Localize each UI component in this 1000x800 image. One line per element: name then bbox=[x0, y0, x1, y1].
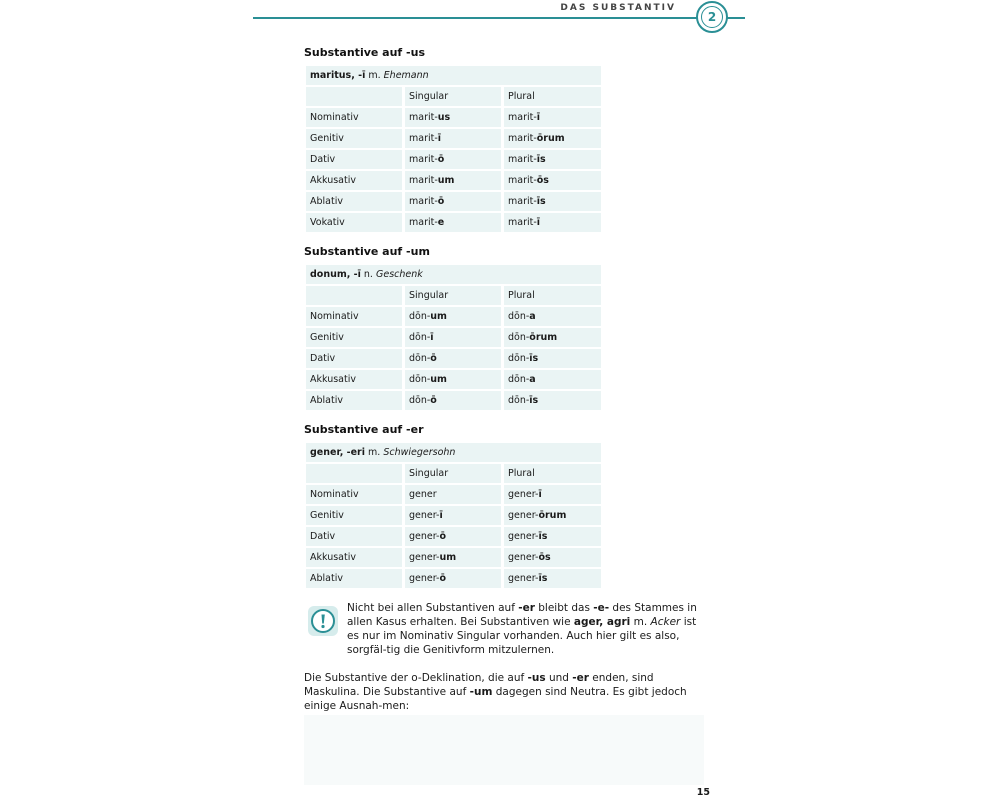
declension-table bbox=[306, 66, 601, 234]
ending: ī bbox=[536, 217, 541, 228]
text-segment: und bbox=[545, 672, 573, 684]
declension-table bbox=[306, 443, 601, 590]
stem: marit- bbox=[508, 133, 537, 144]
case-label: Ablativ bbox=[306, 192, 402, 211]
table-row bbox=[306, 328, 601, 349]
plural-form bbox=[504, 391, 601, 410]
singular-form bbox=[405, 150, 501, 169]
stem: gener- bbox=[508, 510, 539, 521]
table-row bbox=[306, 485, 601, 506]
case-label: Akkusativ bbox=[306, 171, 402, 190]
ending: us bbox=[437, 112, 451, 123]
stem: gener- bbox=[409, 552, 440, 563]
gender: m. bbox=[368, 447, 381, 458]
stem: marit- bbox=[508, 175, 537, 186]
case-label: Ablativ bbox=[306, 569, 402, 588]
case-label: Ablativ bbox=[306, 391, 402, 410]
ending: e bbox=[437, 217, 445, 228]
gender: n. bbox=[363, 269, 373, 280]
ending: īs bbox=[536, 154, 546, 165]
singular-form bbox=[405, 108, 501, 127]
table-column-headers bbox=[306, 464, 601, 485]
case-label: Vokativ bbox=[306, 213, 402, 232]
case-label: Nominativ bbox=[306, 108, 402, 127]
ending: ō bbox=[439, 573, 446, 584]
page-number: 15 bbox=[696, 787, 710, 798]
body-paragraph bbox=[304, 671, 704, 713]
table-row bbox=[306, 349, 601, 370]
table-row bbox=[306, 213, 601, 234]
text-segment: -er bbox=[518, 602, 535, 614]
ending: ōs bbox=[538, 552, 551, 563]
stem: gener- bbox=[508, 552, 539, 563]
ending: a bbox=[529, 374, 536, 385]
chapter-badge bbox=[696, 1, 728, 33]
ending: ō bbox=[430, 395, 437, 406]
ending: ōrum bbox=[529, 332, 558, 343]
plural-form bbox=[504, 370, 601, 389]
table-row bbox=[306, 569, 601, 590]
ending: ōs bbox=[536, 175, 549, 186]
lemma: gener, -eri bbox=[310, 447, 365, 458]
ending: īs bbox=[529, 395, 539, 406]
plural-form bbox=[504, 213, 601, 232]
column-header-plural: Plural bbox=[504, 87, 601, 106]
running-header: DAS SUBSTANTIV bbox=[560, 3, 676, 13]
plural-form bbox=[504, 328, 601, 347]
table-row bbox=[306, 171, 601, 192]
text-segment: Nicht bei allen Substantiven auf bbox=[347, 602, 519, 614]
singular-form bbox=[405, 569, 501, 588]
ending: ī bbox=[430, 332, 434, 343]
case-label: Nominativ bbox=[306, 307, 402, 326]
text-segment: -e- bbox=[593, 602, 610, 614]
ending: ī bbox=[536, 112, 541, 123]
plural-form bbox=[504, 349, 601, 368]
text-segment: -us bbox=[527, 672, 546, 684]
stem: marit- bbox=[409, 217, 438, 228]
column-header-plural: Plural bbox=[504, 286, 601, 305]
section-title-us: Substantive auf -us bbox=[304, 46, 425, 59]
singular-form bbox=[405, 307, 501, 326]
stem: gener- bbox=[409, 510, 440, 521]
case-label: Genitiv bbox=[306, 129, 402, 148]
column-header-singular: Singular bbox=[405, 87, 501, 106]
plural-form bbox=[504, 171, 601, 190]
declension-table bbox=[306, 265, 601, 412]
table-row bbox=[306, 370, 601, 391]
stem: dōn- bbox=[508, 332, 530, 343]
table-row bbox=[306, 391, 601, 412]
singular-form bbox=[405, 192, 501, 211]
exclamation-icon bbox=[308, 606, 338, 636]
singular-form bbox=[405, 349, 501, 368]
stem: gener- bbox=[409, 573, 440, 584]
text-segment: ager, agri bbox=[573, 616, 631, 628]
text-segment: Die Substantive der o-Deklination, die auf bbox=[304, 672, 528, 684]
case-label: Dativ bbox=[306, 349, 402, 368]
stem: marit- bbox=[409, 175, 438, 186]
column-header-singular: Singular bbox=[405, 464, 501, 483]
case-label: Dativ bbox=[306, 150, 402, 169]
gender: m. bbox=[368, 70, 381, 81]
stem: dōn- bbox=[508, 374, 530, 385]
text-segment: enden, sind Maskulina. Die Substantive auf bbox=[304, 672, 654, 698]
table-header-lemma bbox=[306, 443, 601, 464]
table-column-headers bbox=[306, 87, 601, 108]
text-segment: Acker bbox=[650, 616, 681, 628]
ending: ō bbox=[437, 154, 445, 165]
case-label: Akkusativ bbox=[306, 370, 402, 389]
note-text bbox=[347, 601, 702, 657]
column-header-singular: Singular bbox=[405, 286, 501, 305]
meaning: Schwiegersohn bbox=[383, 447, 456, 458]
singular-form bbox=[405, 370, 501, 389]
stem: dōn- bbox=[508, 311, 530, 322]
text-segment: -er bbox=[572, 672, 589, 684]
table-row bbox=[306, 108, 601, 129]
header-rule bbox=[253, 17, 745, 19]
stem: marit- bbox=[409, 196, 438, 207]
chapter-number: 2 bbox=[701, 6, 723, 28]
stem: marit- bbox=[508, 154, 537, 165]
ending: a bbox=[529, 311, 536, 322]
continuation-panel bbox=[304, 715, 704, 785]
case-label: Genitiv bbox=[306, 506, 402, 525]
ending: īs bbox=[536, 196, 546, 207]
ending: ī bbox=[538, 489, 542, 500]
meaning: Geschenk bbox=[375, 269, 423, 280]
singular-form bbox=[405, 129, 501, 148]
plural-form bbox=[504, 527, 601, 546]
singular-form bbox=[405, 506, 501, 525]
plural-form bbox=[504, 569, 601, 588]
stem: marit- bbox=[409, 154, 438, 165]
stem: dōn- bbox=[409, 332, 431, 343]
stem: marit- bbox=[508, 112, 537, 123]
note-box bbox=[304, 600, 704, 662]
text-segment: dagegen sind Neutra. Es gibt jedoch einige Ausnah-men: bbox=[304, 686, 687, 712]
table-header-lemma bbox=[306, 66, 601, 87]
ending: um bbox=[437, 175, 455, 186]
plural-form bbox=[504, 108, 601, 127]
singular-form bbox=[405, 213, 501, 232]
case-label: Akkusativ bbox=[306, 548, 402, 567]
stem: marit- bbox=[409, 133, 438, 144]
text-segment: m. bbox=[630, 616, 651, 628]
stem: dōn- bbox=[508, 353, 530, 364]
empty-cell bbox=[306, 286, 402, 305]
ending: um bbox=[430, 311, 447, 322]
table-row bbox=[306, 506, 601, 527]
stem: dōn- bbox=[409, 395, 431, 406]
stem: dōn- bbox=[508, 395, 530, 406]
ending: īs bbox=[538, 531, 548, 542]
singular-form bbox=[405, 485, 501, 504]
singular-form bbox=[405, 548, 501, 567]
meaning: Ehemann bbox=[383, 70, 429, 81]
text-segment: des Stammes in allen Kasus erhalten. Bei Substantiven wie bbox=[347, 602, 697, 628]
ending: ī bbox=[437, 133, 442, 144]
table-row bbox=[306, 150, 601, 171]
ending: ō bbox=[439, 531, 446, 542]
lemma: donum, -ī bbox=[310, 269, 361, 280]
stem: marit- bbox=[508, 196, 537, 207]
ending: ō bbox=[437, 196, 445, 207]
section-title-um: Substantive auf -um bbox=[304, 245, 430, 258]
case-label: Nominativ bbox=[306, 485, 402, 504]
ending: īs bbox=[538, 573, 548, 584]
ending: ōrum bbox=[538, 510, 567, 521]
stem: gener- bbox=[508, 489, 539, 500]
plural-form bbox=[504, 192, 601, 211]
stem: dōn- bbox=[409, 374, 431, 385]
column-header-plural: Plural bbox=[504, 464, 601, 483]
plural-form bbox=[504, 548, 601, 567]
ending: um bbox=[430, 374, 447, 385]
text-segment: -um bbox=[469, 686, 493, 698]
case-label: Dativ bbox=[306, 527, 402, 546]
table-header-lemma bbox=[306, 265, 601, 286]
singular-form bbox=[405, 328, 501, 347]
text-segment: ist es nur im Nominativ Singular vorhanden. Auch hier gilt es also, sorgfäl-tig die Genitivform mitzulernen. bbox=[347, 616, 697, 656]
table-row bbox=[306, 192, 601, 213]
stem: gener bbox=[409, 489, 437, 500]
plural-form bbox=[504, 129, 601, 148]
stem: marit- bbox=[409, 112, 438, 123]
empty-cell bbox=[306, 464, 402, 483]
table-row bbox=[306, 129, 601, 150]
empty-cell bbox=[306, 87, 402, 106]
ending: ōrum bbox=[536, 133, 565, 144]
stem: gener- bbox=[409, 531, 440, 542]
section-title-er: Substantive auf -er bbox=[304, 423, 424, 436]
table-column-headers bbox=[306, 286, 601, 307]
stem: gener- bbox=[508, 531, 539, 542]
stem: dōn- bbox=[409, 353, 431, 364]
stem: dōn- bbox=[409, 311, 431, 322]
ending: um bbox=[439, 552, 457, 563]
table-row bbox=[306, 527, 601, 548]
case-label: Genitiv bbox=[306, 328, 402, 347]
plural-form bbox=[504, 307, 601, 326]
stem: marit- bbox=[508, 217, 537, 228]
stem: gener- bbox=[508, 573, 539, 584]
plural-form bbox=[504, 485, 601, 504]
table-row bbox=[306, 307, 601, 328]
ending: ō bbox=[430, 353, 437, 364]
plural-form bbox=[504, 150, 601, 169]
singular-form bbox=[405, 527, 501, 546]
ending: ī bbox=[439, 510, 443, 521]
lemma: maritus, -ī bbox=[310, 70, 366, 81]
table-row bbox=[306, 548, 601, 569]
plural-form bbox=[504, 506, 601, 525]
singular-form bbox=[405, 171, 501, 190]
singular-form bbox=[405, 391, 501, 410]
ending: īs bbox=[529, 353, 539, 364]
text-segment: bleibt das bbox=[534, 602, 594, 614]
